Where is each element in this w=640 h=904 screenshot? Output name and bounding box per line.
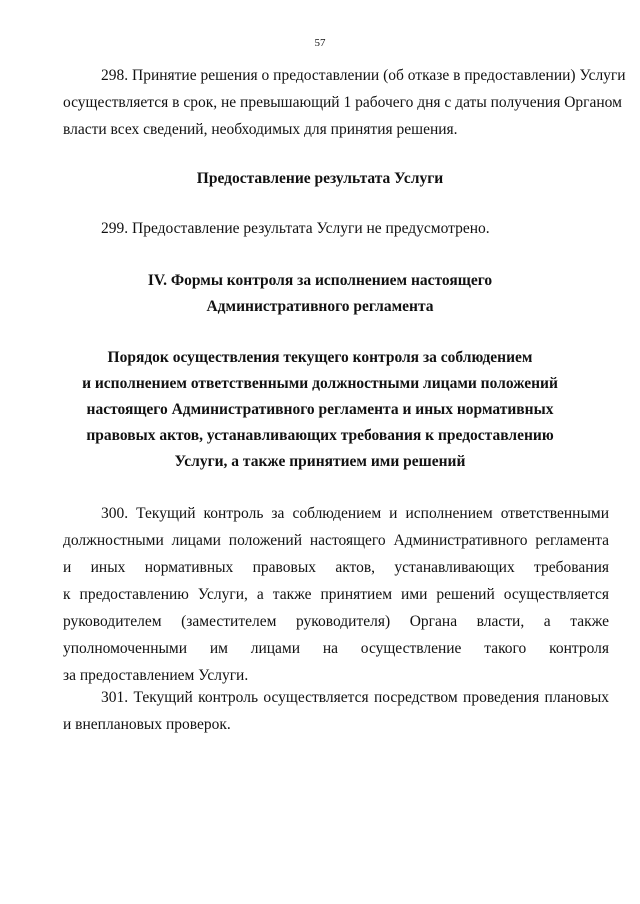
heading-line: и исполнением ответственными должностными лицами положений	[82, 375, 558, 392]
paragraph-line: уполномоченными им лицами на осуществление такого контроля	[63, 640, 609, 657]
paragraph-300	[63, 500, 609, 689]
heading-result-provision	[0, 166, 640, 192]
paragraph-line: и внеплановых проверок.	[63, 716, 231, 733]
paragraph-line: 300. Текущий контроль за соблюдением и исполнением ответственными	[101, 505, 609, 522]
paragraph-line: 298. Принятие решения о предоставлении (об отказе в предоставлении) Услуги	[101, 67, 626, 84]
paragraph-line: осуществляется в срок, не превышающий 1 рабочего дня с даты получения Органом	[63, 94, 622, 111]
paragraph-line: 301. Текущий контроль осуществляется посредством проведения плановых	[101, 689, 609, 706]
paragraph-line: 299. Предоставление результата Услуги не предусмотрено.	[101, 220, 490, 237]
paragraph-line: и иных нормативных правовых актов, устанавливающих требования	[63, 559, 609, 576]
heading-line: Предоставление результата Услуги	[196, 170, 444, 187]
paragraph-line: к предоставлению Услуги, а также принятием ими решений осуществляется	[63, 586, 609, 603]
paragraph-301	[63, 684, 609, 738]
heading-line: IV. Формы контроля за исполнением настоящего	[147, 272, 493, 289]
heading-control-order	[0, 345, 640, 475]
heading-section-4	[0, 268, 640, 320]
heading-line: Услуги, а также принятием ими решений	[174, 453, 466, 470]
heading-line: настоящего Административного регламента и иных нормативных	[86, 401, 554, 418]
paragraph-298	[63, 62, 626, 143]
paragraph-line: руководителем (заместителем руководителя) Органа власти, а также	[63, 613, 609, 630]
paragraph-line: за предоставлением Услуги.	[63, 667, 249, 684]
paragraph-line: должностными лицами положений настоящего Административного регламента	[63, 532, 609, 549]
paragraph-line: власти всех сведений, необходимых для принятия решения.	[63, 121, 458, 138]
paragraph-299	[63, 215, 609, 242]
heading-line: правовых актов, устанавливающих требования к предоставлению	[86, 427, 554, 444]
page-number: 57	[314, 37, 326, 49]
heading-line: Административного регламента	[206, 298, 434, 315]
heading-line: Порядок осуществления текущего контроля за соблюдением	[107, 349, 533, 366]
